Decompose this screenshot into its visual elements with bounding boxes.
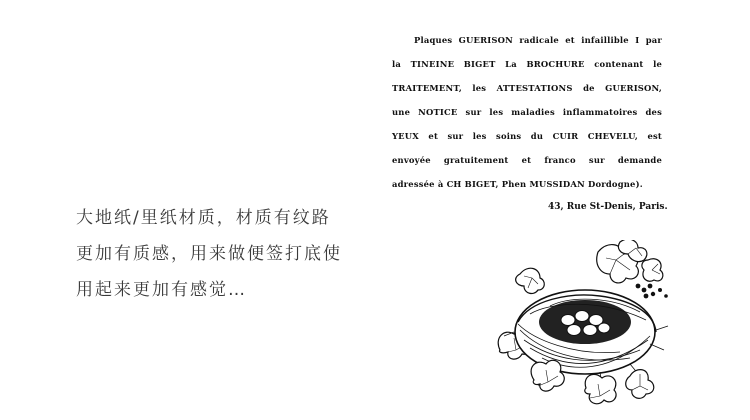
vintage-line-2: la TINEINE BIGET La BROCHURE contenant le [392, 59, 662, 69]
caption-line-2: 更加有质感，用来做便签打底使 [76, 244, 342, 264]
vintage-line-6: envoyée gratuitement et franco sur demande [392, 155, 662, 165]
vintage-line-7: adressée à CH BIGET, Phen MUSSIDAN Dordogne). [392, 179, 643, 189]
caption-text [76, 200, 376, 308]
vintage-advertisement-text [392, 28, 662, 196]
vintage-line-4: une NOTICE sur les maladies inflammatoires des [392, 107, 662, 117]
vintage-line-1: Plaques GUERISON radicale et infaillible I par [414, 35, 662, 45]
bird-nest-with-eggs-icon [490, 240, 680, 420]
caption-line-1: 大地纸/里纸材质，材质有纹路 [76, 208, 331, 228]
vintage-line-3: TRAITEMENT, les ATTESTATIONS de GUERISON, [392, 83, 662, 93]
caption-line-3: 用起来更加有感觉… [76, 280, 247, 300]
vintage-line-5: YEUX et sur les soins du CUIR CHEVELU, est [392, 131, 662, 141]
vintage-address: 43, Rue St-Denis, Paris. [548, 202, 668, 212]
